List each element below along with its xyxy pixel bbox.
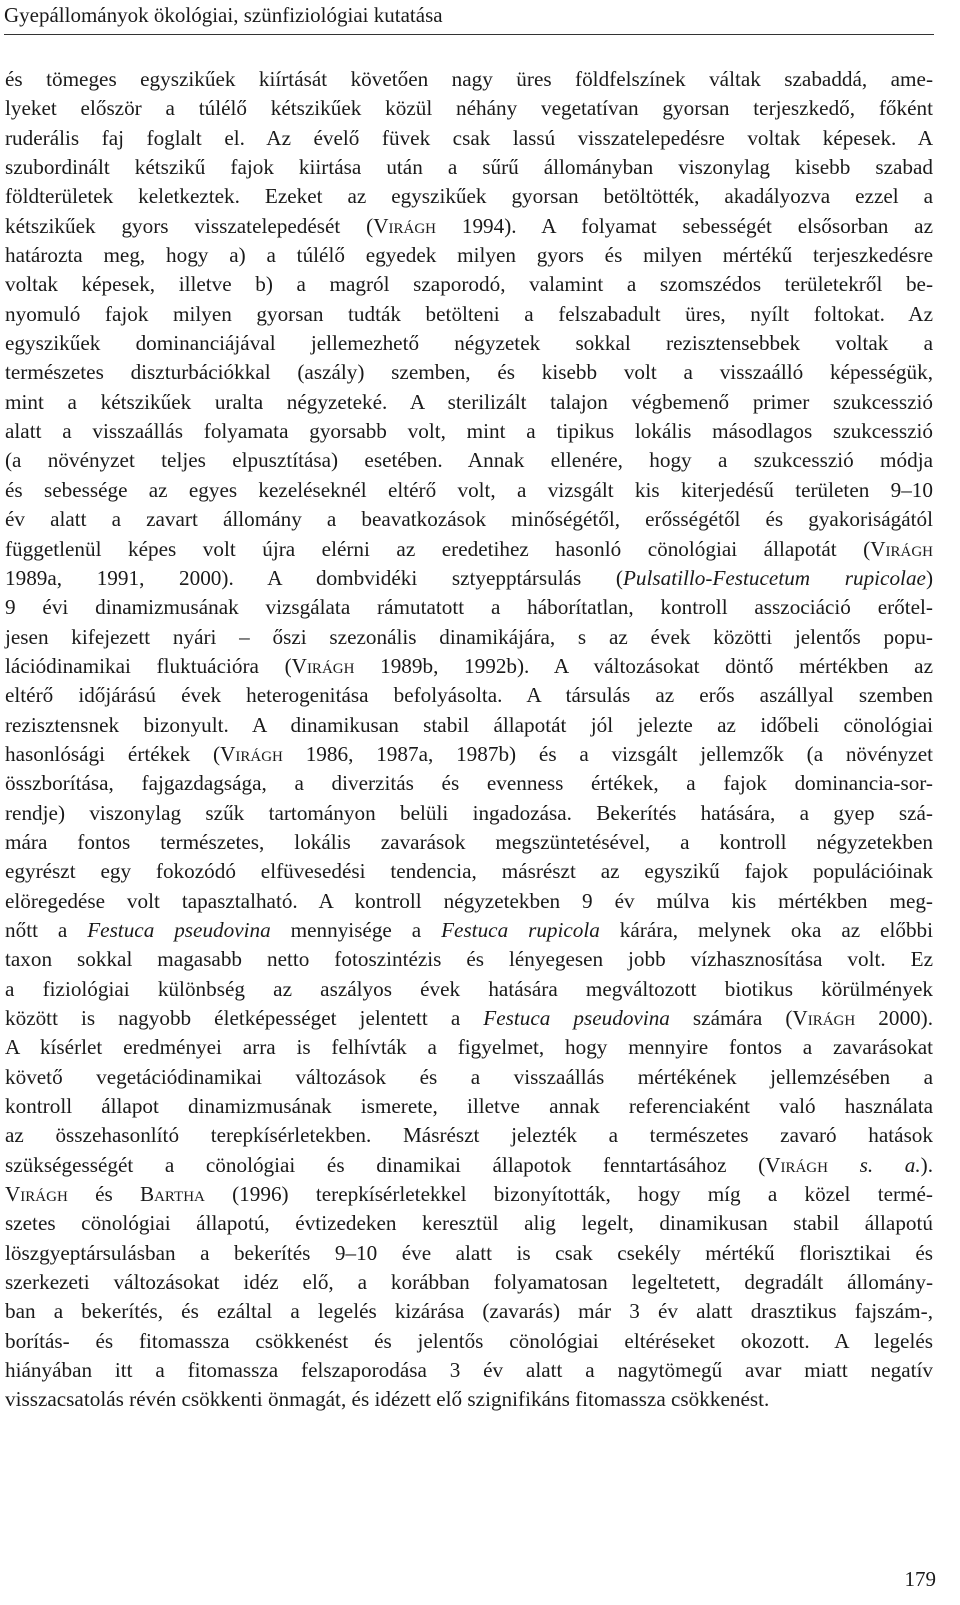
text-line: voltak képesek, illetve b) a magról szaporodó, valamint a szomszédos területekről be- (5, 272, 933, 297)
text-line: rendje) viszonylag szűk tartományon belüli ingadozása. Bekerítés hatására, a gyep szá- (5, 800, 933, 825)
text-line: kétszikűek gyors visszatelepedését (Virágh 1994). A folyamat sebességét elsősorban az (5, 213, 933, 238)
text-line: A kísérlet eredményei arra is felhívták a figyelmet, hogy mennyire fontos a zavarásokat (5, 1035, 933, 1060)
text-line: mint a kétszikűek uralta négyzeteké. A sterilizált talajon végbemenő primer szukcesszió (5, 389, 933, 414)
text-line: és tömeges egyszikűek kiírtását követően nagy üres földfelszínek váltak szabaddá, ame- (5, 67, 933, 91)
text-line: év alatt a zavart állomány a beavatkozások minőségétől, erősségétől és gyakoriságától (5, 507, 933, 532)
text-line: nőtt a Festuca pseudovina mennyisége a Festuca rupicola kárára, melynek oka az előbbi (5, 917, 934, 942)
text-line: alatt a visszaállás folyamata gyorsabb volt, mint a tipikus lokális másodlagos szukcesszió (5, 419, 933, 444)
text-line: eltérő időjárású évek heterogenitása befolyásolta. A társulás az erős aszállyal szemben (5, 683, 933, 708)
text-line: földterületek keletkeztek. Ezeket az egyszikűek gyorsan betöltötték, akadályozva ezzel a (5, 184, 933, 209)
text-line: természetes diszturbációkkal (aszály) szemben, és kisebb volt a visszaálló képességük, (5, 360, 933, 385)
text-line: egyszikűek dominanciájával jellemezhető négyzetek sokkal rezisztensebbek voltak a (5, 331, 933, 356)
text-line: között is nagyobb életképességet jelentett a Festuca pseudovina számára (Virágh 2000). (5, 1006, 933, 1030)
text-line: 9 évi dinamizmusának vizsgálata rámutatott a háborítatlan, kontroll asszociáció erőtel- (5, 595, 933, 620)
text-line: lyeket először a túlélő kétszikűek közül néhány vegetatívan gyorsan terjeszkedő, főként (5, 96, 933, 121)
text-line: lációdinamikai fluktuációra (Virágh 1989b, 1992b). A változásokat döntő mértékben az (5, 653, 933, 678)
text-line: visszacsatolás révén csökkenti önmagát, és idézett elő szignifikáns fitomassza csökkenést. (5, 1387, 770, 1412)
text-line: jesen kifejezett nyári – őszi szezonális dinamikájára, s az évek közötti jelentős popu- (5, 624, 933, 649)
text-line: ruderális faj foglalt el. Az évelő füvek csak lassú visszatelepedésre voltak képesek. A (5, 125, 933, 150)
text-line: elöregedése volt tapasztalható. A kontroll négyzetekben 9 év múlva kis mértékben meg- (5, 888, 933, 913)
text-line: kontroll állapot dinamizmusának ismerete, illetve annak referenciaként való használata (5, 1094, 933, 1119)
text-line: szubordinált kétszikű fajok kiirtása után a sűrű állományban viszonylag kisebb szabad (5, 155, 933, 180)
header-rule (4, 34, 934, 35)
text-line: borítás- és fitomassza csökkenést és jelentős cönológiai eltéréseket okozott. A legelés (5, 1328, 933, 1353)
text-line: szerkezeti változásokat idéz elő, a korábban folyamatosan legeltetett, degradált állomány- (5, 1270, 933, 1295)
page-number: 179 (904, 1567, 936, 1591)
text-line: az összehasonlító terepkísérletekben. Másrészt jelezték a természetes zavaró hatások (5, 1123, 933, 1148)
running-header: Gyepállományok ökológiai, szünfiziológiai kutatása (4, 3, 443, 27)
text-line: hasonlósági értékek (Virágh 1986, 1987a, 1987b) és a vizsgált jellemzők (a növényzet (5, 741, 933, 766)
text-line: a fiziológiai különbség az aszályos évek hatására megváltozott biotikus körülmények (5, 976, 933, 1001)
text-line: összborítása, fajgazdagsága, a diverzitás és evenness értékek, a fajok dominancia-sor- (5, 771, 933, 796)
text-line: rezisztensnek bizonyult. A dinamikusan stabil állapotát jól jelezte az időbeli cönológiai (5, 712, 933, 737)
text-line: egyrészt egy fokozódó elfüvesedési tendencia, másrészt az egyszikű fajok populációinak (5, 859, 933, 884)
text-line: szükségességét a cönológiai és dinamikai állapotok fenntartásához (Virágh s. a.). (5, 1152, 933, 1177)
body-text (5, 65, 933, 1415)
text-line: taxon sokkal magasabb netto fotoszintézis és lényegesen jobb vízhasznosítása volt. Ez (5, 947, 933, 972)
text-line: ban a bekerítés, és ezáltal a legelés kizárása (zavarás) már 3 év alatt drasztikus fajszám-, (5, 1299, 933, 1324)
text-line: (a növényzet teljes elpusztítása) esetében. Annak ellenére, hogy a szukcesszió módja (5, 448, 933, 473)
text-line: 1989a, 1991, 2000). A dombvidéki sztyepptársulás (Pulsatillo-Festucetum rupicolae) (5, 565, 934, 590)
text-line: Virágh és Bartha (1996) terepkísérletekkel bizonyították, hogy míg a közel termé- (5, 1182, 933, 1207)
text-line: mára fontos természetes, lokális zavarások megszüntetésével, a kontroll négyzetekben (5, 829, 933, 854)
text-line: követő vegetációdinamikai változások és a visszaállás mértékének jellemzésében a (5, 1064, 933, 1089)
text-line: és sebessége az egyes kezeléseknél eltérő volt, a vizsgált kis kiterjedésű területen 9–10 (5, 477, 933, 502)
text-line: függetlenül képes volt újra elérni az eredetihez hasonló cönológiai állapotát (Virágh (5, 536, 933, 561)
text-line: szetes cönológiai állapotú, évtizedeken keresztül alig legelt, dinamikusan stabil állapotú (5, 1211, 933, 1236)
text-line: hiányában itt a fitomassza felszaporodása 3 év alatt a nagytömegű avar miatt negatív (5, 1358, 933, 1383)
text-line: nyomuló fajok milyen gyorsan tudták betölteni a felszabadult üres, nyílt foltokat. Az (5, 301, 933, 326)
text-line: határozta meg, hogy a) a túlélő egyedek milyen gyors és milyen mértékű terjeszkedésre (5, 243, 933, 268)
text-line: löszgyeptársulásban a bekerítés 9–10 éve alatt is csak csekély mértékű florisztikai és (5, 1240, 933, 1265)
